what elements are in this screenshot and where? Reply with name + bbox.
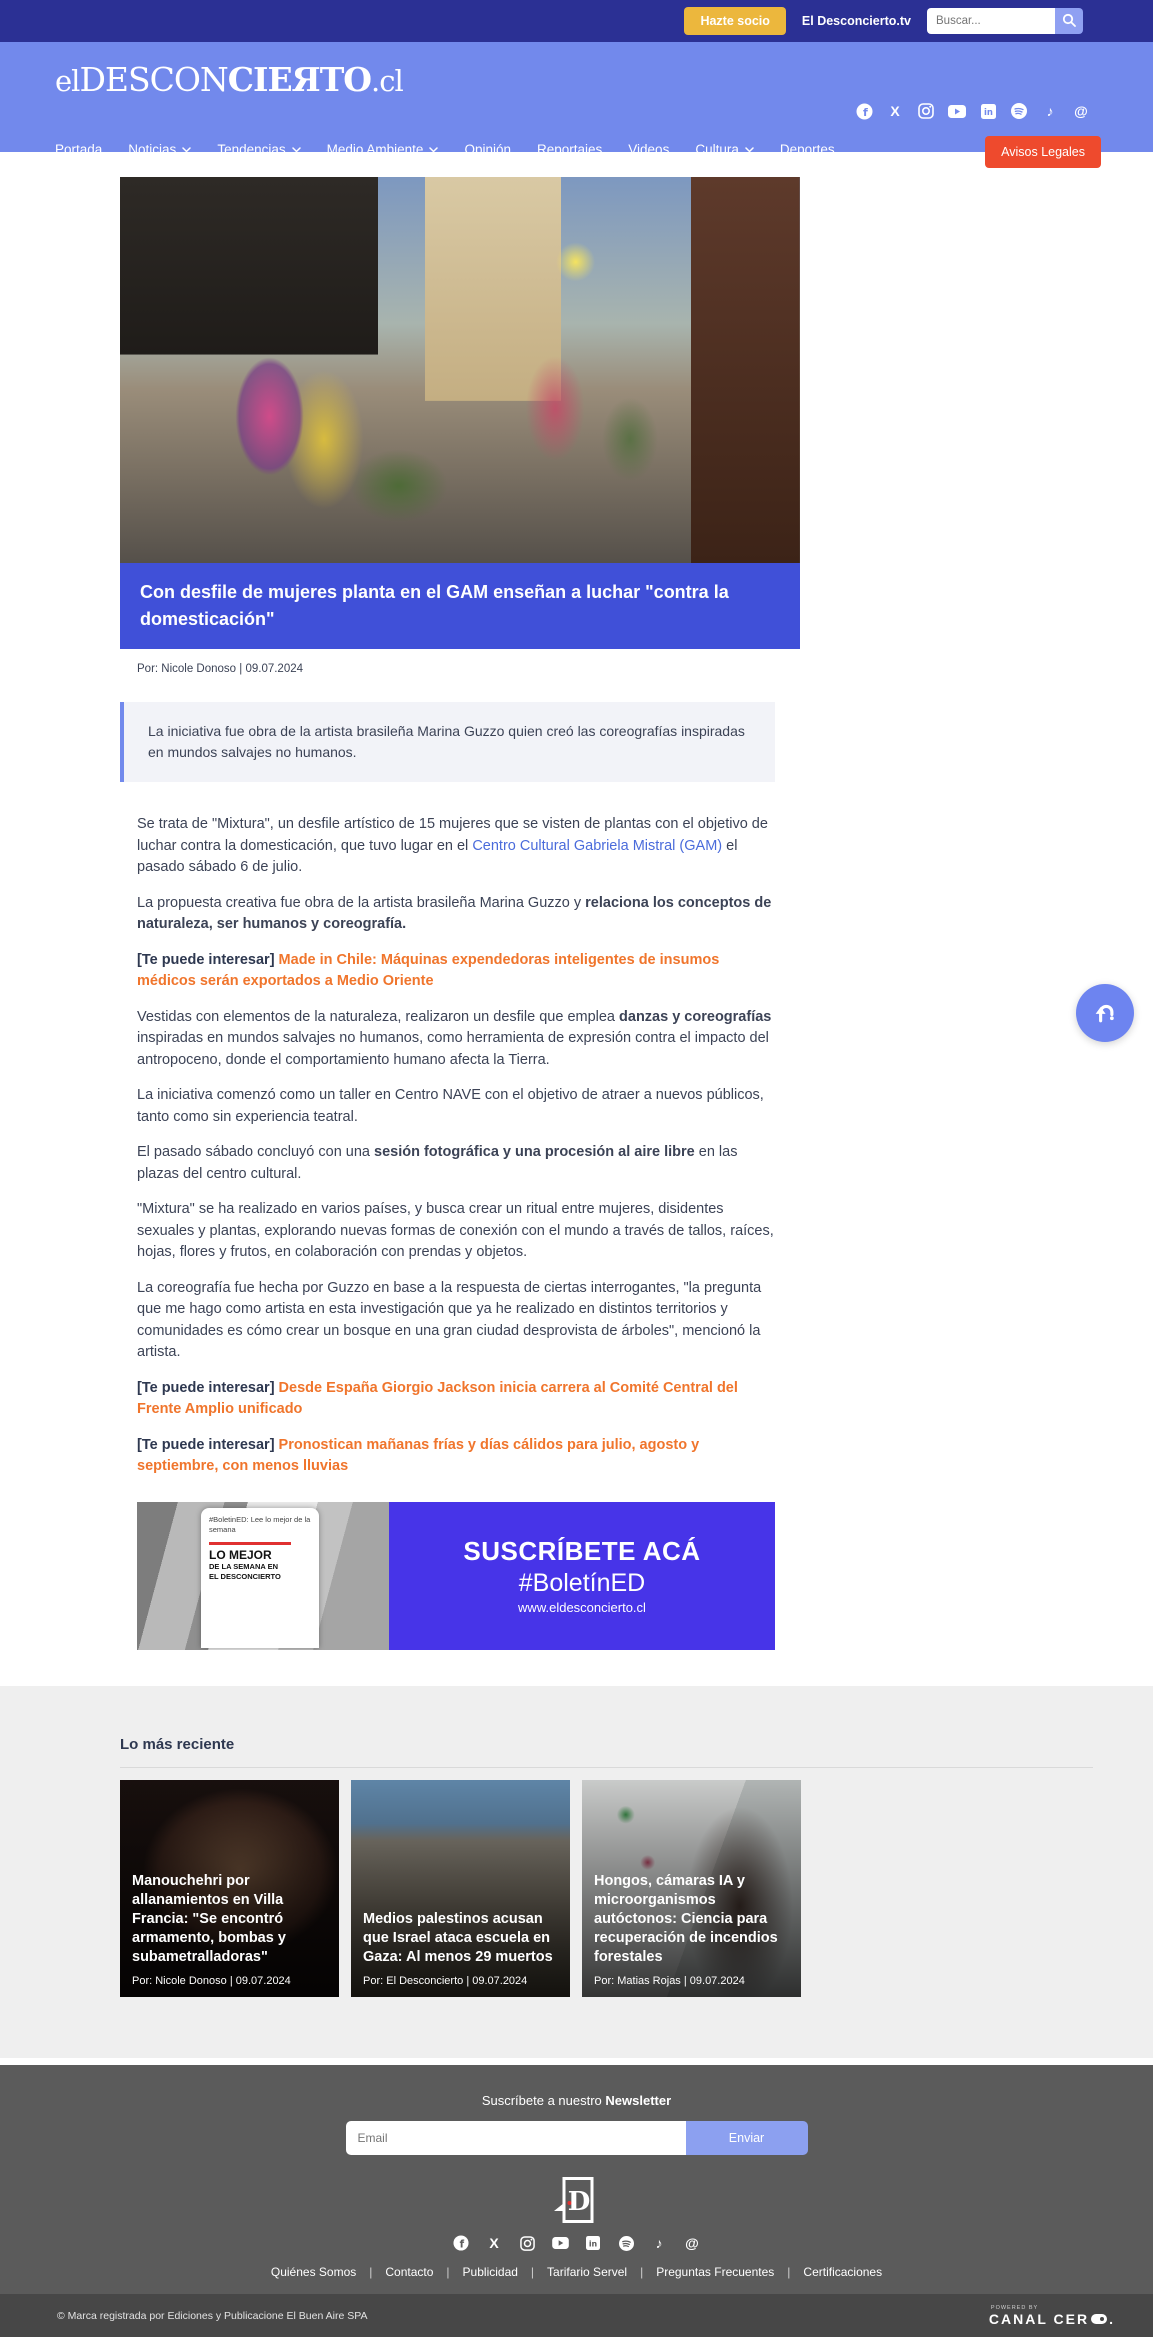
text-segment: relaciona los conceptos de naturaleza, ser humanos y coreografía. xyxy=(137,894,772,932)
nav-portada[interactable]: Portada xyxy=(55,142,103,157)
x-icon[interactable]: X xyxy=(489,2235,499,2251)
recent-divider xyxy=(120,1767,1093,1768)
canal-cero-logo[interactable] xyxy=(989,2305,1115,2327)
article-paragraph xyxy=(137,950,780,993)
card-overlay xyxy=(120,1780,339,1997)
inline-link[interactable]: Desde España Giorgio Jackson inicia carrera al Comité Central del Frente Amplio unificado xyxy=(137,1379,738,1417)
text-segment: La propuesta creativa fue obra de la artista brasileña Marina Guzzo y xyxy=(137,894,586,911)
text-segment: El pasado sábado concluyó con una xyxy=(137,1144,375,1160)
newsletter-banner[interactable] xyxy=(137,1502,775,1650)
canal-cero-o-icon xyxy=(1091,2314,1107,2324)
footer-link-contacto[interactable]: Contacto | xyxy=(385,2265,462,2279)
text-segment: La coreografía fue hecha por Guzzo en base a la respuesta de ciertas interrogantes, "la pregunta que me hago como artista en esta investigación que ya he realizado en distintos territorios y comunidades es cómo crear un bosque en una gran ciudad desprovista de árboles", mencionó la artista. xyxy=(137,1279,762,1360)
footer-links xyxy=(0,2265,1153,2279)
article-title: Con desfile de mujeres planta en el GAM enseñan a luchar "contra la domesticación" xyxy=(140,582,729,629)
text-segment: danzas y coreografías xyxy=(619,1008,772,1025)
youtube-icon[interactable] xyxy=(551,2234,569,2252)
site-footer xyxy=(0,2065,1153,2337)
chevron-down-icon xyxy=(429,147,438,153)
header-social-icons xyxy=(855,102,1090,120)
article-byline: Por: Nicole Donoso | 09.07.2024 xyxy=(137,663,304,675)
canal-cero-text: CANAL CER xyxy=(988,2310,1090,2327)
footer-link-quienes-somos[interactable]: Quiénes Somos | xyxy=(271,2265,386,2279)
card-overlay xyxy=(351,1780,570,1997)
article-lead: La iniciativa fue obra de la artista brasileña Marina Guzzo quien creó las coreografías inspiradas en mundos salvajes no humanos. xyxy=(120,702,775,782)
text-segment: Vestidas con elementos de la naturaleza, realizaron un desfile que emplea xyxy=(137,1008,620,1025)
text-segment: en las plazas del centro cultural. xyxy=(137,1144,738,1182)
svg-text:f: f xyxy=(862,105,868,119)
banner-line3: www.eldesconcierto.cl xyxy=(518,1600,646,1615)
threads-icon[interactable]: @ xyxy=(1074,103,1088,119)
svg-text:D: D xyxy=(567,2187,590,2217)
article-paragraph xyxy=(137,1007,780,1072)
footer-bottom-bar xyxy=(0,2294,1153,2337)
tiktok-icon[interactable]: ♪ xyxy=(655,2235,663,2251)
nav-cultura[interactable]: Cultura xyxy=(695,142,754,157)
card-byline: Por: Nicole Donoso | 09.07.2024 xyxy=(132,1975,291,1987)
instagram-icon[interactable] xyxy=(518,2234,536,2252)
inline-link[interactable]: Pronostican mañanas frías y días cálidos para julio, agosto y septiembre, con menos lluvias xyxy=(137,1436,700,1474)
nav-reportajes[interactable]: Reportajes xyxy=(536,142,603,157)
article-title-box xyxy=(120,563,800,649)
send-button[interactable]: Enviar xyxy=(686,2121,808,2155)
inline-link[interactable]: Made in Chile: Máquinas expendedoras inteligentes de insumos médicos serán exportados a Medio Oriente xyxy=(137,951,720,989)
threads-icon[interactable]: @ xyxy=(685,2235,699,2251)
text-segment: La iniciativa comenzó como un taller en Centro NAVE con el objetivo de atraer a nuevos públicos, tanto como sin experiencia teatral. xyxy=(137,1087,764,1125)
banner-text xyxy=(389,1502,775,1650)
newsletter-form xyxy=(0,2121,1153,2155)
article-paragraph xyxy=(137,1278,780,1364)
instagram-icon[interactable] xyxy=(917,102,935,120)
tiktok-icon[interactable]: ♪ xyxy=(1046,103,1054,119)
nav-opinion[interactable]: Opinión xyxy=(464,142,511,157)
facebook-icon[interactable] xyxy=(855,102,873,120)
text-segment: "Mixtura" se ha realizado en varios países, y busca crear un ritual entre mujeres, disidentes sexuales y plantas, explorando nuevas formas de conexión con el mundo a través de tallos, raíces, hojas, flores y frutos, en colaboración con prendas y objetos. xyxy=(137,1201,774,1260)
nav-videos[interactable]: Videos xyxy=(628,142,670,157)
footer-link-tarifario[interactable]: Tarifario Servel | xyxy=(547,2265,656,2279)
banner-line2: #BoletínED xyxy=(518,1569,646,1597)
article-hero-image xyxy=(120,177,800,563)
banner-line1: SUSCRÍBETE ACÁ xyxy=(463,1536,701,1566)
chevron-down-icon xyxy=(292,147,301,153)
banner-phone-mockup xyxy=(201,1508,319,1648)
powered-by-label: POWERED BY xyxy=(990,2304,1039,2311)
nav-tendencias[interactable]: Tendencias xyxy=(217,142,300,157)
chevron-down-icon xyxy=(182,147,191,153)
article-paragraph xyxy=(137,893,780,936)
main-nav xyxy=(55,142,835,157)
article-paragraph xyxy=(137,1199,780,1264)
article-paragraph xyxy=(137,1085,780,1128)
footer-link-certificaciones[interactable]: Certificaciones xyxy=(803,2265,883,2279)
recent-cards xyxy=(120,1780,1153,1997)
banner-phone-subject: #BoletinED: Lee lo mejor de la semana xyxy=(209,1514,311,1534)
nav-deportes[interactable]: Deportes xyxy=(779,142,835,157)
footer-d-logo[interactable] xyxy=(548,2177,606,2223)
inline-link[interactable]: Centro Cultural Gabriela Mistral (GAM) xyxy=(472,837,723,854)
svg-text:in: in xyxy=(983,107,993,118)
svg-text:in: in xyxy=(588,2239,598,2249)
footer-social-icons xyxy=(0,2234,1153,2252)
article-paragraph xyxy=(137,1378,780,1421)
search-input[interactable] xyxy=(927,8,1055,34)
nav-noticias[interactable]: Noticias xyxy=(128,142,191,157)
article-paragraph xyxy=(137,814,780,879)
linkedin-icon[interactable] xyxy=(979,102,997,120)
card-title: Medios palestinos acusan que Israel ataca escuela en Gaza: Al menos 29 muertos xyxy=(363,1911,553,1965)
recent-section xyxy=(0,1686,1153,2058)
card-title: Manouchehri por allanamientos en Villa Francia: "Se encontró armamento, bombas y subametralladoras" xyxy=(132,1873,286,1965)
recent-card[interactable] xyxy=(120,1780,339,1997)
nav-medio-ambiente[interactable]: Medio Ambiente xyxy=(327,142,439,157)
newsletter-heading xyxy=(0,2093,1153,2108)
uturn-arrow-icon xyxy=(1090,997,1120,1030)
search-button[interactable] xyxy=(1055,8,1083,34)
spotify-icon[interactable] xyxy=(1010,102,1028,120)
banner-phone-big: LO MEJOR xyxy=(209,1547,272,1562)
logo-el: el xyxy=(55,64,80,98)
copyright-text: © Marca registrada por Ediciones y Publicacione El Buen Aire SPA xyxy=(57,2309,368,2322)
recent-card[interactable] xyxy=(582,1780,801,1997)
text-segment: [Te puede interesar] xyxy=(137,1436,279,1453)
spotify-icon[interactable] xyxy=(617,2234,635,2252)
recent-card[interactable] xyxy=(351,1780,570,1997)
logo-cierto: CIEЯTO xyxy=(227,60,372,99)
text-segment: [Te puede interesar] xyxy=(137,1379,279,1396)
canal-cero-dot: . xyxy=(1109,2310,1115,2327)
banner-phone-mid1: DE LA SEMANA EN xyxy=(209,1561,279,1571)
text-segment: Se trata de "Mixtura", un desfile artístico de 15 mujeres que se visten de plantas con el objetivo de luchar contra la domesticación, que tuvo lugar en el xyxy=(137,816,768,854)
search-icon xyxy=(1062,13,1076,30)
recent-heading: Lo más reciente xyxy=(120,1736,235,1753)
svg-text:f: f xyxy=(459,2238,465,2251)
main-content xyxy=(0,152,1153,1686)
text-segment: inspiradas en mundos salvajes no humanos, como herramienta de expresión contra el impacto del antropoceno, donde el comportamiento humano afecta la Tierra. xyxy=(137,1030,769,1068)
footer-link-publicidad[interactable]: Publicidad | xyxy=(463,2265,548,2279)
avisos-legales-button[interactable]: Avisos Legales xyxy=(985,136,1101,168)
back-to-top-button[interactable] xyxy=(1076,984,1134,1042)
facebook-icon[interactable] xyxy=(452,2234,470,2252)
footer-link-preguntas[interactable]: Preguntas Frecuentes | xyxy=(656,2265,803,2279)
email-field[interactable] xyxy=(346,2121,686,2155)
linkedin-icon[interactable] xyxy=(584,2234,602,2252)
card-byline: Por: El Desconcierto | 09.07.2024 xyxy=(363,1975,528,1987)
card-byline: Por: Matias Rojas | 09.07.2024 xyxy=(594,1975,745,1987)
text-segment: sesión fotográfica y una procesión al aire libre xyxy=(374,1144,695,1160)
hazte-socio-button[interactable]: Hazte socio xyxy=(684,7,785,35)
newsletter-heading-prefix: Suscríbete a nuestro xyxy=(481,2093,606,2108)
newsletter-heading-bold: Newsletter xyxy=(605,2093,672,2108)
card-overlay xyxy=(582,1780,801,1997)
article-paragraph xyxy=(137,1142,780,1185)
search-box xyxy=(927,8,1083,34)
text-segment: [Te puede interesar] xyxy=(137,951,279,968)
text-segment: el pasado sábado 6 de julio. xyxy=(137,837,738,875)
section-gap xyxy=(0,2058,1153,2065)
top-bar xyxy=(0,0,1153,42)
logo-descon: DESCON xyxy=(79,60,228,99)
chevron-down-icon xyxy=(745,147,754,153)
article-paragraph xyxy=(137,1435,780,1478)
banner-phone-mid2: EL DESCONCIERTO xyxy=(209,1571,281,1581)
youtube-icon[interactable] xyxy=(948,102,966,120)
article-body xyxy=(137,814,780,1478)
logo-cl: .cl xyxy=(371,64,403,98)
card-title: Hongos, cámaras IA y microorganismos autóctonos: Ciencia para recuperación de incendios forestales xyxy=(594,1873,778,1965)
site-header xyxy=(0,42,1153,159)
banner-red-bar xyxy=(209,1542,291,1545)
desconcierto-tv-link[interactable]: El Desconcierto.tv xyxy=(801,14,911,28)
site-logo[interactable] xyxy=(55,60,403,99)
banner-photo-montage xyxy=(137,1502,389,1650)
x-icon[interactable]: X xyxy=(890,103,900,119)
